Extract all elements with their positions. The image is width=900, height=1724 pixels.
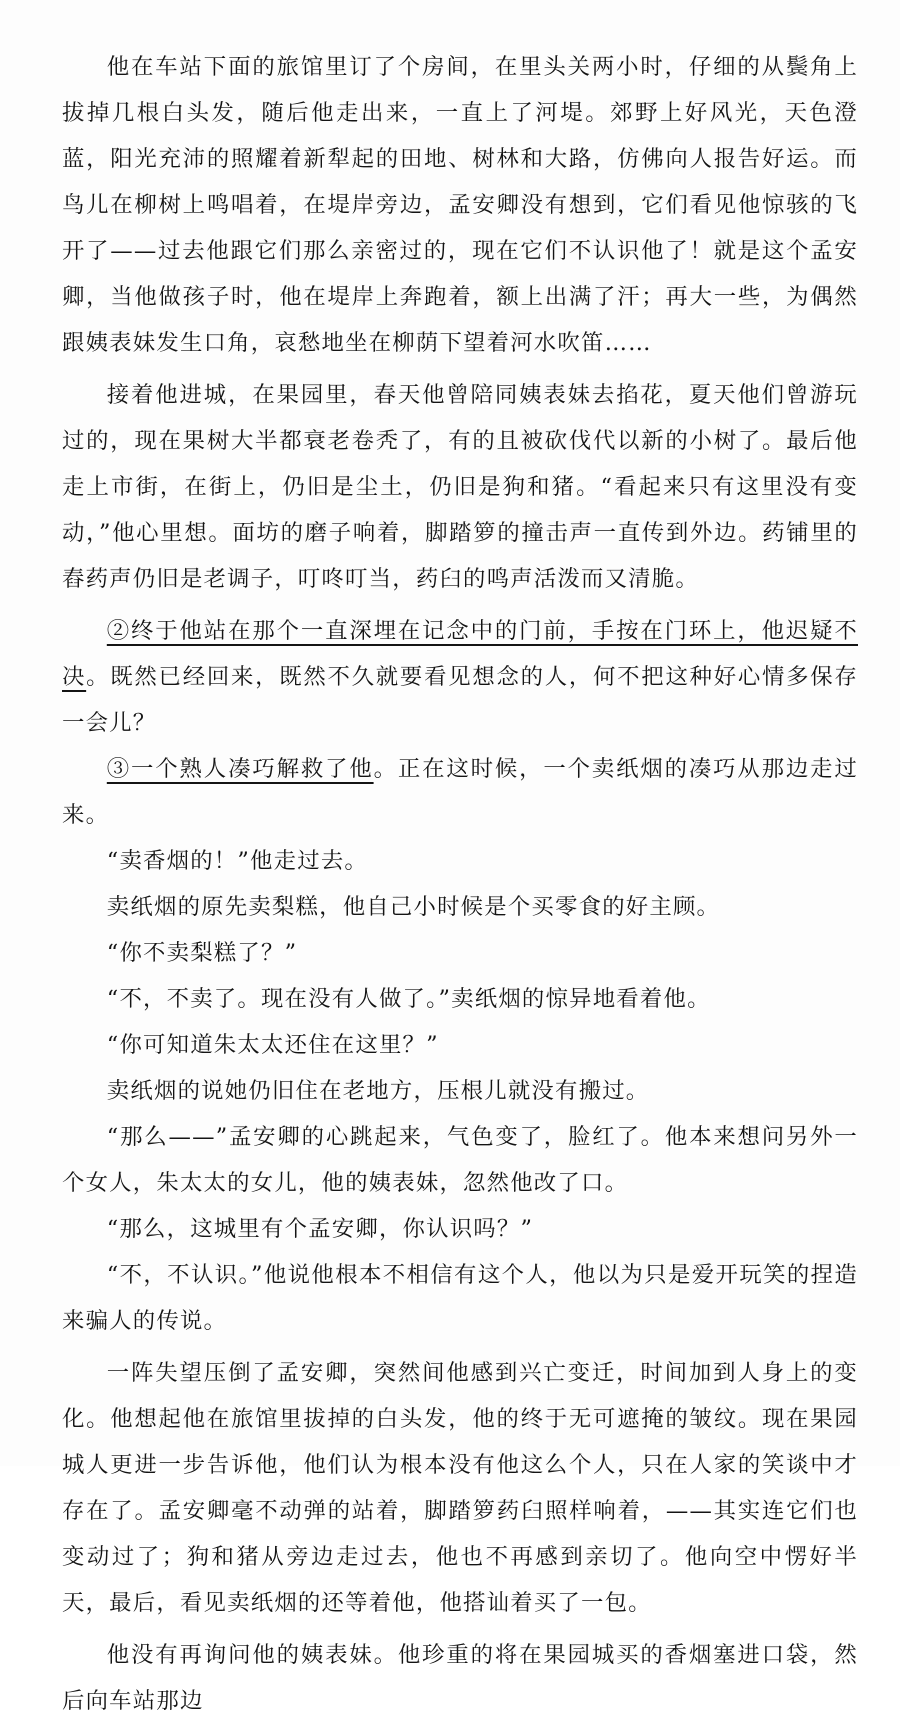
paragraph-13: “不，不认识。”他说他根本不相信有这个人，他以为只是爱开玩笑的捏造来骗人的传说。 bbox=[62, 1262, 858, 1334]
paragraph-11: “那么——”孟安卿的心跳起来，气色变了，脸红了。他本来想问另外一个女人，朱太太的女儿，他的姨表妹，忽然他改了口。 bbox=[62, 1124, 858, 1196]
paragraph-3-rest: 。既然已经回来，既然不久就要看见想念的人，何不把这种好心情多保存一会儿？ bbox=[62, 664, 858, 736]
paragraph-10: 卖纸烟的说她仍旧住在老地方，压根儿就没有搬过。 bbox=[106, 1078, 650, 1104]
paragraph-15: 他没有再询问他的姨表妹。他珍重的将在果园城买的香烟塞进口袋，然后向车站那边 bbox=[62, 1642, 858, 1714]
paragraph-2: 接着他进城，在果园里，春天他曾陪同姨表妹去掐花，夏天他们曾游玩过的，现在果树大半都衰老卷秃了，有的且被砍伐代以新的小树了。最后他走上市街，在街上，仍旧是尘土，仍旧是狗和猪。“看起来只有这里没有变动，”他心里想。面坊的磨子响着，脚踏箩的撞击声一直传到外边。药铺里的舂药声仍旧是老调子，叮咚叮当，药臼的鸣声活泼而又清脆。 bbox=[62, 382, 858, 592]
underlined-sentence-3: ③一个熟人凑巧解救了他 bbox=[106, 756, 374, 782]
paragraph-12: “那么，这城里有个孟安卿，你认识吗？” bbox=[106, 1216, 534, 1242]
paragraph-1: 他在车站下面的旅馆里订了个房间，在里头关两小时，仔细的从鬓角上拔掉几根白头发，随后他走出来，一直上了河堤。郊野上好风光，天色澄蓝，阳光充沛的照耀着新犁起的田地、树林和大路，仿佛向人报告好运。而鸟儿在柳树上鸣唱着，在堤岸旁边，孟安卿没有想到，它们看见他惊骇的飞开了——过去他跟它们那么亲密过的，现在它们不认识他了！就是这个孟安卿，当他做孩子时，他在堤岸上奔跑着，额上出满了汗；再大一些，为偶然跟姨表妹发生口角，哀愁地坐在柳荫下望着河水吹笛…… bbox=[62, 54, 858, 356]
underlined-sentence-2: ②终于他站在那个一直深埋在记念中的门前，手按在门环上，他迟疑不决 bbox=[62, 618, 858, 690]
paragraph-3 bbox=[62, 608, 858, 746]
paragraph-5: “卖香烟的！”他走过去。 bbox=[106, 848, 368, 874]
paragraph-14: 一阵失望压倒了孟安卿，突然间他感到兴亡变迁，时间加到人身上的变化。他想起他在旅馆里拔掉的白头发，他的终于无可遮掩的皱纹。现在果园城人更进一步告诉他，他们认为根本没有他这么个人，只在人家的笑谈中才存在了。孟安卿毫不动弹的站着，脚踏箩药臼照样响着，——其实连它们也变动过了；狗和猪从旁边走过去，他也不再感到亲切了。他向空中愣好半天，最后，看见卖纸烟的还等着他，他搭讪着买了一包。 bbox=[62, 1360, 858, 1616]
paragraph-9: “你可知道朱太太还住在这里？” bbox=[106, 1032, 439, 1058]
paragraph-4 bbox=[62, 746, 858, 838]
paragraph-4-rest: 。正在这时候，一个卖纸烟的凑巧从那边走过来。 bbox=[62, 756, 859, 828]
paragraph-8: “不，不卖了。现在没有人做了。”卖纸烟的惊异地看着他。 bbox=[106, 986, 711, 1012]
paragraph-7: “你不卖梨糕了？” bbox=[106, 940, 298, 966]
paragraph-6: 卖纸烟的原先卖梨糕，他自己小时候是个买零食的好主顾。 bbox=[106, 894, 721, 920]
